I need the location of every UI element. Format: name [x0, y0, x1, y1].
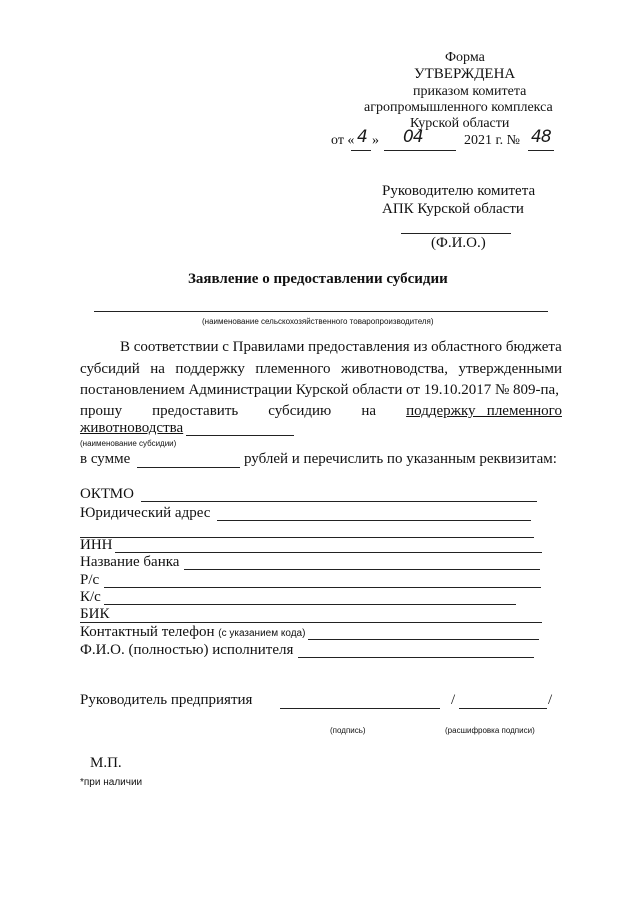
subsidy-caption: (наименование субсидии): [80, 439, 177, 448]
signature-line: [280, 708, 440, 709]
phone-line: [308, 639, 539, 640]
phone-label: [80, 624, 305, 641]
body-line-1: В соответствии с Правилами предоставления из областного бюджета: [120, 339, 562, 355]
form-label: Форма: [445, 50, 485, 65]
body-word: субсидию: [268, 403, 332, 419]
signature-slash-2: /: [548, 692, 553, 708]
producer-caption: (наименование сельскохозяйственного товаропроизводителя): [202, 317, 434, 326]
oktmo-line: [141, 501, 537, 502]
body-word: субсидий: [80, 361, 140, 377]
body-word: животноводства,: [341, 361, 448, 377]
executor-line: [298, 657, 534, 658]
addressee-fio-line: [401, 233, 511, 234]
inn-label: ИНН: [80, 537, 113, 553]
date-day-handwritten: 4: [357, 127, 367, 147]
decode-line: [459, 708, 547, 709]
addressee-line-1: Руководителю комитета: [382, 183, 536, 199]
addressee-fio-caption: (Ф.И.О.): [431, 235, 486, 251]
sum-amount-line: [137, 467, 240, 468]
body-word: на: [150, 361, 165, 377]
executor-label: Ф.И.О. (полностью) исполнителя: [80, 642, 294, 658]
date-prefix: от «: [331, 133, 355, 148]
sum-suffix: рублей и перечислить по указанным реквизитам:: [244, 451, 557, 467]
rs-line: [104, 587, 541, 588]
date-number-line: [528, 150, 554, 151]
body-line-2: [80, 361, 562, 378]
bik-line: [80, 622, 542, 623]
order-line-3: Курской области: [410, 116, 510, 131]
legal-address-line-2: [80, 537, 534, 538]
body-word: предоставить: [152, 403, 239, 419]
ks-line: [104, 604, 516, 605]
body-word: прошу: [80, 403, 123, 419]
body-word: утвержденными: [458, 361, 562, 377]
approved-label: УТВЕРЖДЕНА: [414, 66, 516, 82]
body-word: на: [361, 403, 377, 419]
body-line-4: [80, 403, 562, 420]
legal-address-line: [217, 520, 531, 521]
date-year: 2021 г. №: [464, 133, 521, 148]
ks-label: К/с: [80, 589, 101, 605]
stamp-label: М.П.: [90, 755, 122, 771]
head-of-enterprise-label: Руководитель предприятия: [80, 692, 253, 708]
date-day-line: [351, 150, 371, 151]
date-month-handwritten: 04: [403, 127, 423, 147]
subsidy-name-underlined: поддержку племенного: [406, 403, 562, 419]
oktmo-label: ОКТМО: [80, 486, 134, 502]
signature-caption: (подпись): [330, 726, 366, 735]
body-word: поддержку: [175, 361, 245, 377]
addressee-line-2: АПК Курской области: [382, 201, 524, 217]
legal-address-label: Юридический адрес: [80, 505, 211, 521]
bank-name-line: [184, 569, 540, 570]
order-line-1: приказом комитета: [413, 84, 527, 99]
footnote: *при наличии: [80, 777, 143, 788]
body-word: племенного: [255, 361, 331, 377]
page-title: Заявление о предоставлении субсидии: [188, 271, 448, 287]
producer-name-line: [94, 311, 548, 312]
signature-slash-1: /: [451, 692, 456, 708]
decode-caption: (расшифровка подписи): [445, 726, 535, 735]
subsidy-name-continued: животноводства: [80, 420, 184, 436]
phone-label-text: Контактный телефон: [80, 624, 215, 640]
date-number-handwritten: 48: [531, 127, 551, 147]
date-mid: »: [372, 133, 379, 148]
bik-label: БИК: [80, 606, 110, 622]
bank-name-label: Название банка: [80, 554, 180, 570]
phone-note: (с указанием кода): [218, 628, 306, 639]
order-line-2: агропромышленного комплекса: [364, 100, 553, 115]
inn-line: [115, 552, 542, 553]
subsidy-name-line: [186, 435, 294, 436]
sum-prefix: в сумме: [80, 451, 131, 467]
rs-label: Р/с: [80, 572, 100, 588]
body-line-3: постановлением Администрации Курской области от 19.10.2017 № 809-па,: [80, 382, 559, 398]
date-month-line: [384, 150, 456, 151]
